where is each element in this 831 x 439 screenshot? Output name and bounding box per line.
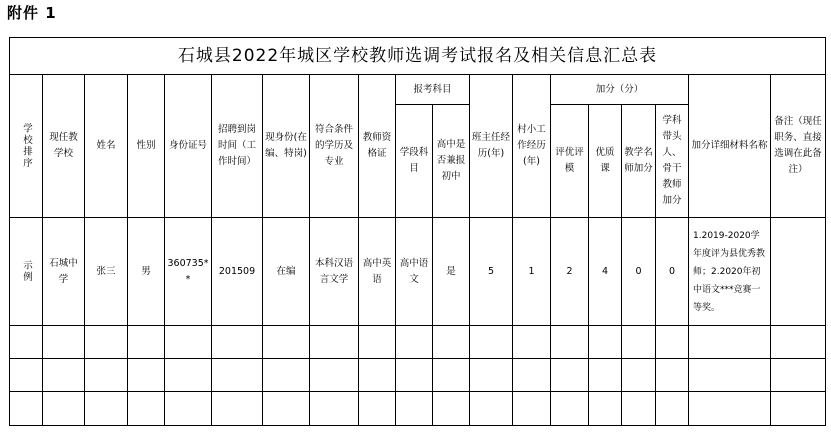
example-exam-level-subject: 高中语文: [396, 218, 433, 326]
example-remarks: [771, 218, 826, 326]
example-teacher-qualification: 高中英语: [359, 218, 396, 326]
header-school-order: 学校排序: [10, 75, 43, 218]
header-village-exp: 村小工作经历(年): [513, 75, 551, 218]
example-hire-time: 201509: [212, 218, 263, 326]
example-name: 张三: [85, 218, 128, 326]
example-major-condition: 本科汉语言文学: [310, 218, 359, 326]
header-current-school: 现任教学校: [43, 75, 85, 218]
header-remarks: 备注（现任职务、直接选调在此备注）: [771, 75, 826, 218]
header-id-number: 身份证号: [165, 75, 212, 218]
example-bonus-detail: 1.2019-2020学年度评为县优秀教师；2.2020年初中语文***竞赛一等奖。: [689, 218, 771, 326]
header-bonus-detail: 加分详细材料名称: [689, 75, 771, 218]
example-famous-teacher: 0: [622, 218, 656, 326]
example-leader-backbone: 0: [656, 218, 689, 326]
header-hire-time: 招聘到岗时间（工作时间）: [212, 75, 263, 218]
example-row: [10, 218, 826, 326]
header-exam-level-subject: 学段科目: [396, 105, 433, 218]
header-excellent-eval: 评优评模: [551, 105, 589, 218]
header-teacher-qualification: 教师资格证: [359, 75, 396, 218]
header-gender: 性别: [128, 75, 165, 218]
empty-row: [10, 326, 826, 359]
example-excellent-eval: 2: [551, 218, 589, 326]
empty-row: [10, 359, 826, 392]
header-famous-teacher: 教学名师加分: [622, 105, 656, 218]
header-current-identity: 现身份(在编、特岗): [263, 75, 310, 218]
header-leader-backbone: 学科带头人、骨干教师加分: [656, 105, 689, 218]
table-title: 石城县2022年城区学校教师选调考试报名及相关信息汇总表: [10, 38, 826, 75]
attachment-label: 附件 1: [7, 4, 57, 22]
header-name: 姓名: [85, 75, 128, 218]
header-head-teacher-exp: 班主任经历(年): [470, 75, 513, 218]
example-quality-class: 4: [589, 218, 622, 326]
registration-summary-table: [9, 37, 826, 426]
header-quality-class: 优质课: [589, 105, 622, 218]
header-exam-subject-group: 报考科目: [396, 75, 470, 105]
header-major-condition: 符合条件的学历及专业: [310, 75, 359, 218]
example-village-exp: 1: [513, 218, 551, 326]
empty-row: [10, 392, 826, 426]
example-head-teacher-exp: 5: [470, 218, 513, 326]
header-bonus-group: 加分（分）: [551, 75, 689, 105]
example-gender: 男: [128, 218, 165, 326]
example-high-school-concurrent: 是: [433, 218, 470, 326]
example-id-number: 360735**: [165, 218, 212, 326]
example-school-order: 示例: [10, 218, 43, 326]
example-current-school: 石城中学: [43, 218, 85, 326]
header-high-school-concurrent: 高中是否兼报初中: [433, 105, 470, 218]
example-current-identity: 在编: [263, 218, 310, 326]
